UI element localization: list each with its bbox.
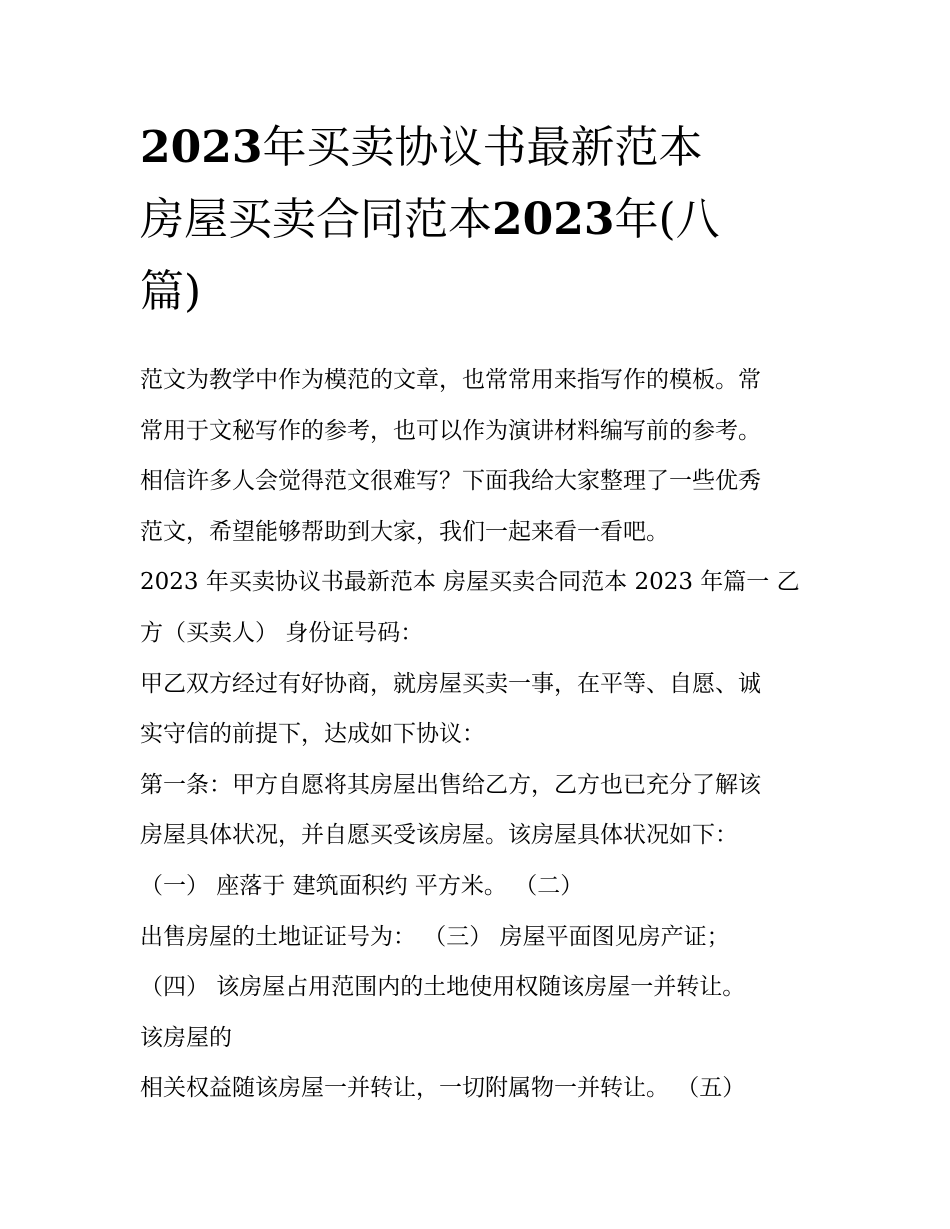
body-line: （四） 该房屋占用范围内的土地使用权随该房屋一并转让。 [140, 974, 746, 1001]
title-line-1-text: 年买卖协议书最新范本 [262, 122, 703, 173]
body-line: 方（买卖人） 身份证号码： [140, 619, 424, 646]
body-line: 相关权益随该房屋一并转让，一切附属物一并转让。 （五） [140, 1075, 746, 1102]
title-line-2-year: 2023 [492, 194, 615, 245]
body-line: 范文，希望能够帮助到大家，我们一起来看一看吧。 [140, 518, 669, 545]
title-line-3 [140, 256, 820, 328]
title-line-3-text: 篇) [140, 266, 202, 317]
body-line: 该房屋的 [140, 1024, 232, 1051]
body-line: 实守信的前提下，达成如下协议： [140, 721, 485, 748]
title-line-2 [140, 184, 820, 256]
title-year: 2023 [140, 122, 263, 173]
body-line: 甲乙双方经过有好协商，就房屋买卖一事，在平等、自愿、诚 [140, 670, 761, 697]
body-line: 范文为教学中作为模范的文章，也常常用来指写作的模板。常 [140, 367, 761, 393]
body-line: 相信许多人会觉得范文很难写？下面我给大家整理了一些优秀 [140, 468, 761, 495]
body-line: 2023 年买卖协议书最新范本 房屋买卖合同范本 2023 年篇一 乙 [140, 569, 800, 596]
document-body [140, 355, 820, 1114]
title-line-2-tail: 年(八 [614, 194, 720, 245]
document-title [140, 112, 820, 328]
title-line-2-text: 房屋买卖合同范本 [140, 194, 492, 245]
body-line: 常用于文秘写作的参考，也可以作为演讲材料编写前的参考。 [140, 417, 761, 444]
body-line: 房屋具体状况，并自愿买受该房屋。该房屋具体状况如下： [140, 822, 738, 849]
body-line: （一） 座落于 建筑面积约 平方米。 （二） [140, 872, 584, 899]
body-line: 出售房屋的土地证证号为： （三） 房屋平面图见房产证； [140, 923, 730, 950]
title-line-1 [140, 112, 820, 184]
body-line: 第一条：甲方自愿将其房屋出售给乙方，乙方也已充分了解该 [140, 771, 761, 798]
